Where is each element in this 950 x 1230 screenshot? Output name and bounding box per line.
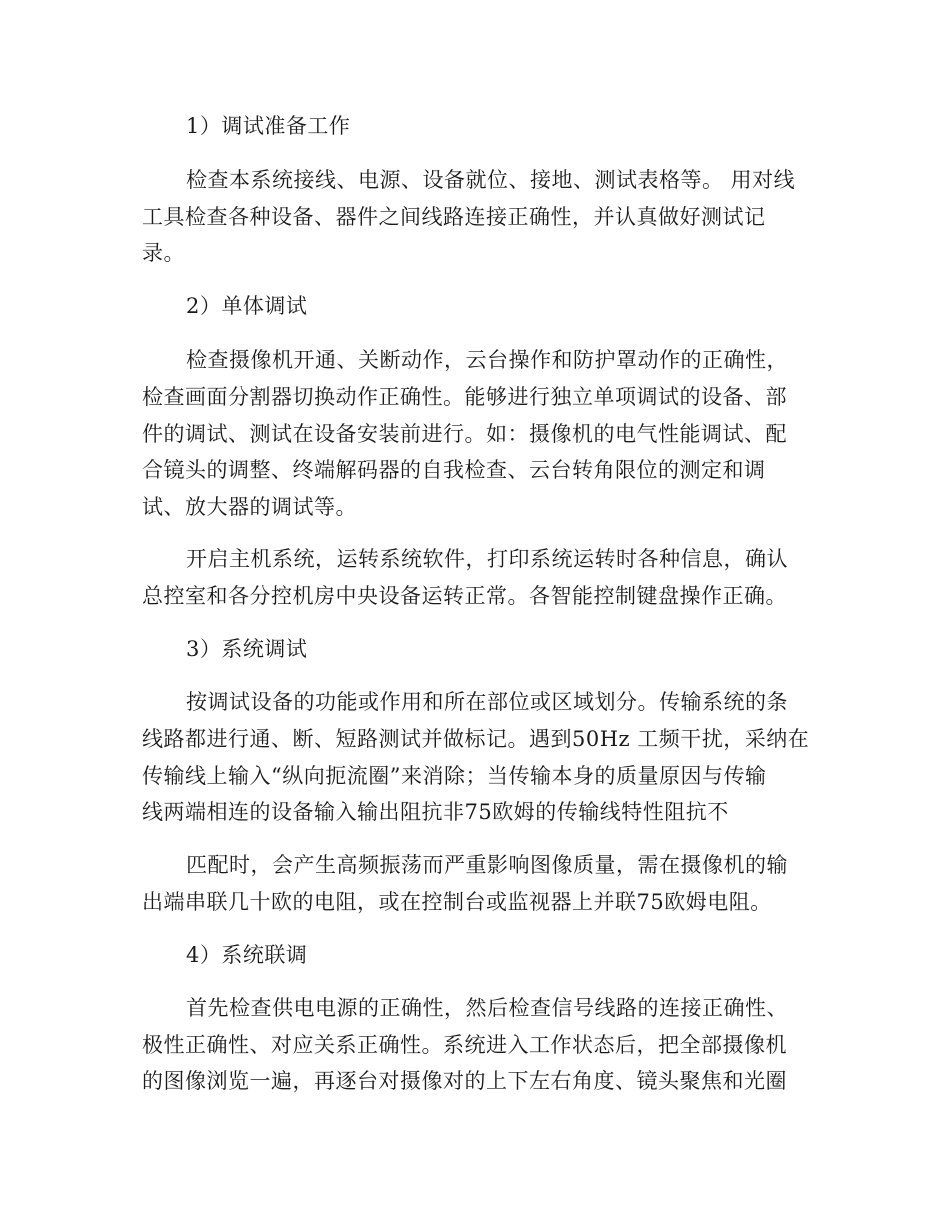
paragraph-line: 传输线上输入“纵向扼流圈”来消除；当传输本身的质量原因与传输 <box>142 764 767 788</box>
paragraph-line: 线两端相连的设备输入输出阻抗非75欧姆的传输线特性阻抗不 <box>142 800 729 824</box>
paragraph-line: 线路都进行通、断、短路测试并做标记。遇到50Hz 工频干扰，采纳在 <box>142 727 810 751</box>
paragraph-line: 件的调试、测试在设备安装前进行。如：摄像机的电气性能调试、配 <box>142 422 787 446</box>
paragraph-line: 检查本系统接线、电源、设备就位、接地、测试表格等。 用对线 <box>186 168 796 192</box>
paragraph-line: 开启主机系统，运转系统软件，打印系统运转时各种信息，确认 <box>186 547 788 571</box>
section-heading: 1）调试准备工作 <box>186 114 351 138</box>
paragraph-line: 首先检查供电电源的正确性，然后检查信号线路的连接正确性、 <box>186 996 788 1020</box>
paragraph-line: 总控室和各分控机房中央设备运转正常。各智能控制键盘操作正确。 <box>142 584 787 608</box>
paragraph-line: 的图像浏览一遍，再逐台对摄像对的上下左右角度、镜头聚焦和光圈 <box>142 1069 787 1093</box>
section-heading: 2）单体调试 <box>186 294 308 318</box>
paragraph-line: 极性正确性、对应关系正确性。系统进入工作状态后，把全部摄像机 <box>142 1033 787 1057</box>
section-heading: 3）系统调试 <box>186 637 308 661</box>
paragraph-line: 录。 <box>142 241 185 265</box>
paragraph-line: 合镜头的调整、终端解码器的自我检查、云台转角限位的测定和调 <box>142 458 766 482</box>
paragraph-line: 试、放大器的调试等。 <box>142 495 357 519</box>
section-heading: 4）系统联调 <box>186 943 308 967</box>
paragraph-line: 检查画面分割器切换动作正确性。能够进行独立单项调试的设备、部 <box>142 385 787 409</box>
paragraph-line: 检查摄像机开通、关断动作，云台操作和防护罩动作的正确性， <box>186 348 788 372</box>
paragraph-line: 工具检查各种设备、器件之间线路连接正确性，并认真做好测试记 <box>142 205 766 229</box>
paragraph-line: 出端串联几十欧的电阻，或在控制台或监视器上并联75欧姆电阻。 <box>142 890 772 914</box>
paragraph-line: 匹配时，会产生高频振荡而严重影响图像质量，需在摄像机的输 <box>186 853 788 877</box>
paragraph-line: 按调试设备的功能或作用和所在部位或区域划分。传输系统的条 <box>186 690 788 714</box>
